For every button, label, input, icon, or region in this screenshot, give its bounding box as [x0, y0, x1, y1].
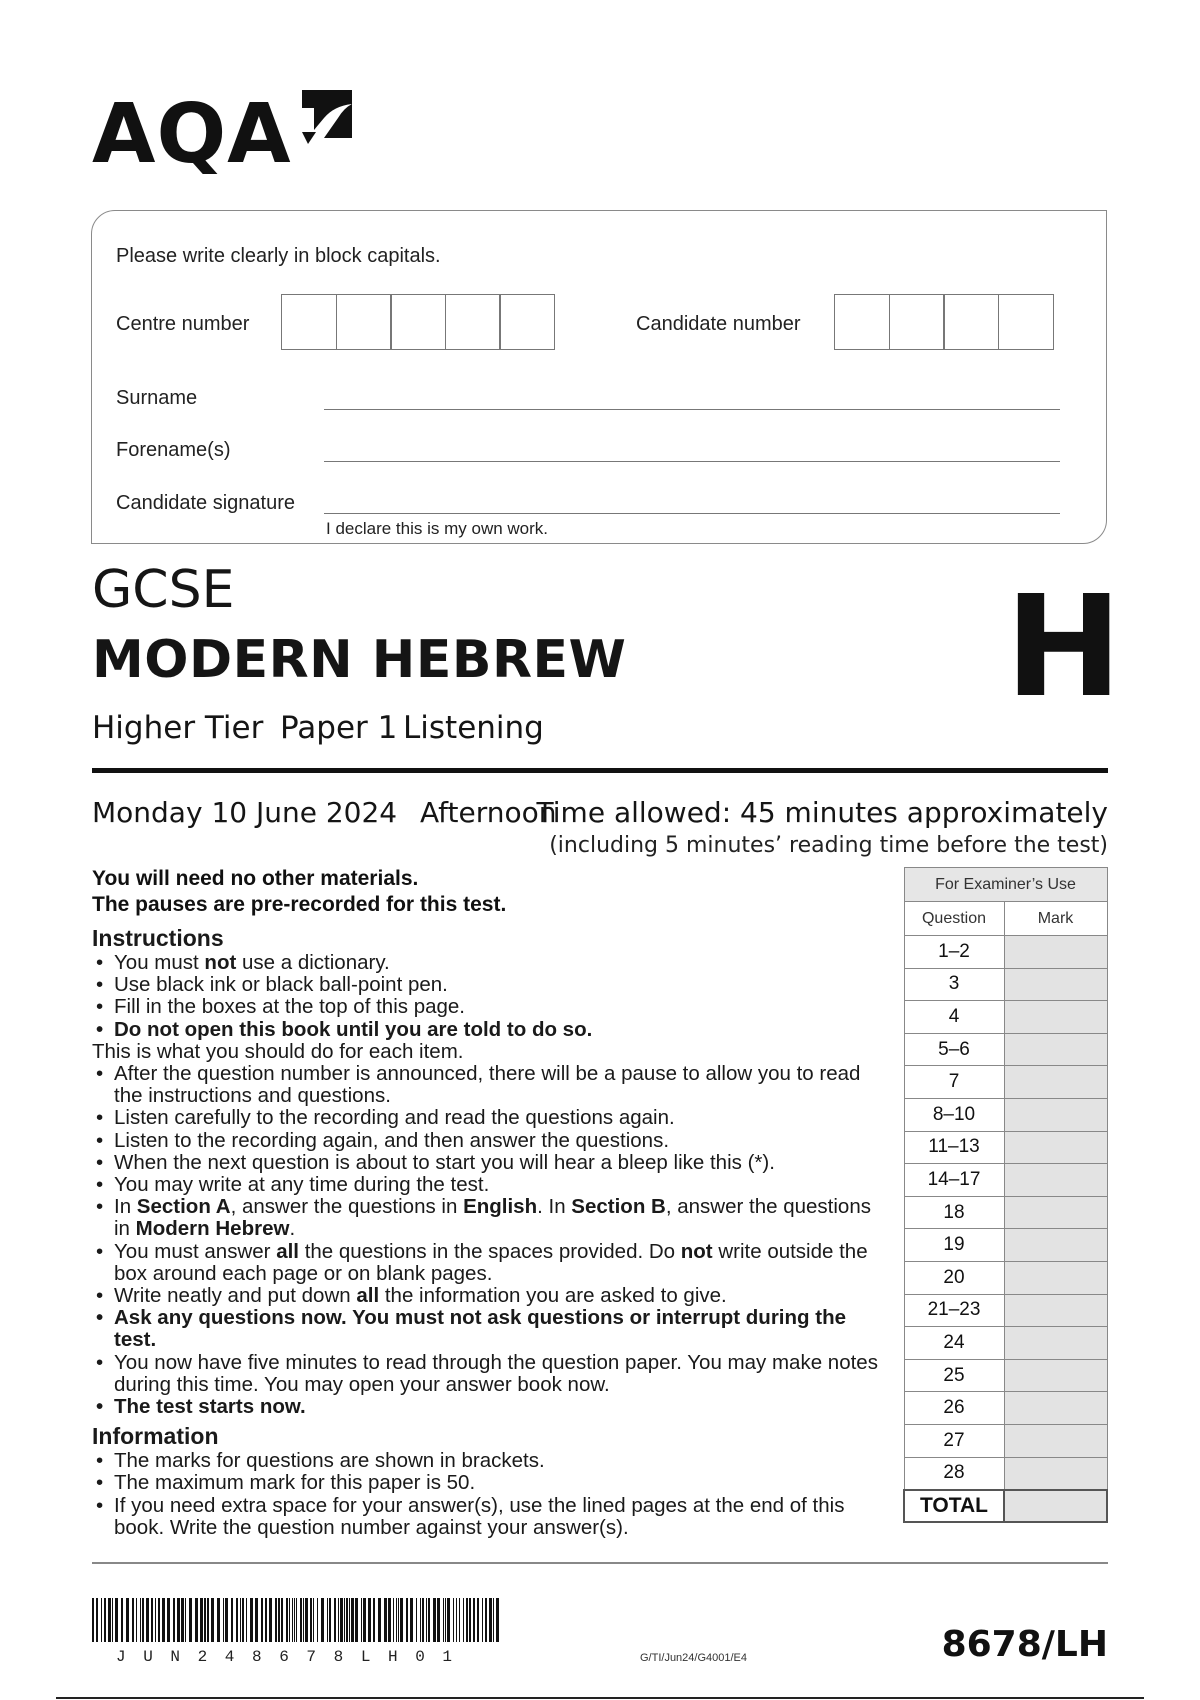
- signature-field[interactable]: [324, 513, 1060, 514]
- table-row: [904, 1131, 1107, 1164]
- table-row: [904, 1164, 1107, 1197]
- signature-label: Candidate signature: [116, 492, 296, 514]
- list-item: • You may write at any time during the test.: [92, 1174, 892, 1196]
- forename-label: Forename(s): [116, 439, 231, 461]
- examiner-rows: [904, 936, 1107, 1490]
- table-row: [904, 1196, 1107, 1229]
- instructions-list: [92, 952, 892, 1041]
- mark-cell[interactable]: [1004, 1131, 1107, 1164]
- instructions-heading: Instructions: [92, 925, 224, 951]
- mark-cell[interactable]: [1004, 1392, 1107, 1425]
- materials-note: [92, 866, 506, 918]
- materials-line: You will need no other materials.: [92, 867, 419, 890]
- question-number-cell: 28: [904, 1457, 1004, 1490]
- information-heading: Information: [92, 1423, 219, 1450]
- table-row: [904, 1098, 1107, 1131]
- question-number-cell: 24: [904, 1327, 1004, 1360]
- surname-field[interactable]: [324, 409, 1060, 410]
- mark-cell[interactable]: [1004, 968, 1107, 1001]
- qualification-title: GCSE: [92, 560, 235, 620]
- table-row: [904, 1424, 1107, 1457]
- paper-code: 8678/LH: [941, 1624, 1108, 1665]
- list-item: • Listen to the recording again, and then answer the questions.: [92, 1130, 892, 1152]
- table-row: [904, 1359, 1107, 1392]
- list-item: • You must answer all the questions in the spaces provided. Do not write outside the box around each page or on blank pages.: [92, 1241, 892, 1285]
- candidate-number-digit-box[interactable]: [943, 294, 999, 350]
- mark-cell[interactable]: [1004, 1261, 1107, 1294]
- time-allowed: Time allowed: 45 minutes approximately: [536, 796, 1108, 829]
- candidate-number-label: Candidate number: [636, 313, 801, 335]
- table-row: [904, 1001, 1107, 1034]
- table-row: [904, 1261, 1107, 1294]
- question-number-cell: 1–2: [904, 936, 1004, 969]
- footer-divider: [92, 1562, 1108, 1564]
- mark-cell[interactable]: [1004, 1164, 1107, 1197]
- candidate-number-digit-box[interactable]: [889, 294, 945, 350]
- table-row: [904, 1066, 1107, 1099]
- centre-number-digit-box[interactable]: [390, 294, 446, 350]
- page-bottom-rule: [56, 1697, 1144, 1699]
- centre-number-digit-box[interactable]: [445, 294, 501, 350]
- mark-column-header: Mark: [1004, 902, 1107, 936]
- mark-cell[interactable]: [1004, 1294, 1107, 1327]
- question-number-cell: 25: [904, 1359, 1004, 1392]
- table-row: [904, 1229, 1107, 1262]
- question-number-cell: 4: [904, 1001, 1004, 1034]
- table-row: [904, 1033, 1107, 1066]
- total-label: TOTAL: [904, 1490, 1004, 1523]
- list-item: • You must not use a dictionary.: [92, 952, 892, 974]
- exam-date: Monday 10 June 2024: [92, 796, 398, 829]
- candidate-number-digit-box[interactable]: [998, 294, 1054, 350]
- question-number-cell: 26: [904, 1392, 1004, 1425]
- table-row: [904, 968, 1107, 1001]
- question-number-cell: 21–23: [904, 1294, 1004, 1327]
- candidate-number-digit-box[interactable]: [834, 294, 890, 350]
- table-row: [904, 1457, 1107, 1490]
- forename-field[interactable]: [324, 461, 1060, 462]
- list-item: • Ask any questions now. You must not ask questions or interrupt during the test.: [92, 1307, 892, 1351]
- question-number-cell: 18: [904, 1196, 1004, 1229]
- list-item: • When the next question is about to start you will hear a bleep like this (*).: [92, 1152, 892, 1174]
- procedure-list: [92, 1063, 892, 1418]
- document-reference: G/TI/Jun24/G4001/E4: [640, 1652, 748, 1664]
- subject-title: MODERN HEBREW: [92, 630, 627, 690]
- mark-cell[interactable]: [1004, 1066, 1107, 1099]
- total-mark-cell[interactable]: [1004, 1490, 1107, 1523]
- aqa-logo-mark-icon: [294, 88, 354, 146]
- list-item: • Write neatly and put down all the information you are asked to give.: [92, 1285, 892, 1307]
- mark-cell[interactable]: [1004, 936, 1107, 969]
- list-item: • In Section A, answer the questions in English. In Section B, answer the questions in Modern Hebrew.: [92, 1196, 892, 1240]
- list-item: • After the question number is announced, there will be a pause to allow you to read the instructions and questions.: [92, 1063, 892, 1107]
- question-number-cell: 19: [904, 1229, 1004, 1262]
- mark-cell[interactable]: [1004, 1001, 1107, 1034]
- mark-cell[interactable]: [1004, 1359, 1107, 1392]
- block-capitals-instruction: Please write clearly in block capitals.: [116, 245, 441, 267]
- question-number-cell: 8–10: [904, 1098, 1004, 1131]
- logo-text: AQA: [92, 87, 292, 182]
- mark-cell[interactable]: [1004, 1327, 1107, 1360]
- examiners-use-table: [903, 867, 1108, 1523]
- candidate-details-box: [91, 210, 1107, 544]
- barcode-text: JUN248678LH01: [116, 1648, 470, 1666]
- aqa-logo: [92, 88, 352, 188]
- centre-number-boxes[interactable]: [281, 294, 555, 352]
- tier-letter: H: [1005, 566, 1123, 729]
- examiners-use-title: For Examiner’s Use: [904, 868, 1107, 902]
- mark-cell[interactable]: [1004, 1457, 1107, 1490]
- paper-label: Paper 1: [280, 710, 398, 746]
- materials-line: The pauses are pre-recorded for this test.: [92, 893, 507, 916]
- component-label: Listening: [403, 710, 544, 746]
- table-row: [904, 936, 1107, 969]
- centre-number-digit-box[interactable]: [499, 294, 555, 350]
- candidate-number-boxes[interactable]: [834, 294, 1054, 352]
- surname-label: Surname: [116, 387, 198, 409]
- question-number-cell: 14–17: [904, 1164, 1004, 1197]
- list-item: • You now have five minutes to read through the question paper. You may make notes during this time. You may open your answer book now.: [92, 1352, 892, 1396]
- centre-number-digit-box[interactable]: [336, 294, 392, 350]
- exam-session: Afternoon: [420, 796, 557, 829]
- question-number-cell: 27: [904, 1424, 1004, 1457]
- list-item: • Listen carefully to the recording and read the questions again.: [92, 1107, 892, 1129]
- list-item: • The maximum mark for this paper is 50.: [92, 1472, 892, 1494]
- mark-cell[interactable]: [1004, 1196, 1107, 1229]
- title-divider: [92, 768, 1108, 773]
- table-row: [904, 1392, 1107, 1425]
- question-number-cell: 20: [904, 1261, 1004, 1294]
- mark-cell[interactable]: [1004, 1098, 1107, 1131]
- list-item: • Fill in the boxes at the top of this page.: [92, 996, 892, 1018]
- list-item: • If you need extra space for your answer(s), use the lined pages at the end of this book. Write the question number against your answer(s).: [92, 1495, 892, 1539]
- list-item: • The test starts now.: [92, 1396, 892, 1418]
- centre-number-digit-box[interactable]: [281, 294, 337, 350]
- list-item: • Use black ink or black ball-point pen.: [92, 974, 892, 996]
- question-number-cell: 7: [904, 1066, 1004, 1099]
- information-list: [92, 1450, 892, 1539]
- centre-number-label: Centre number: [116, 313, 250, 335]
- question-number-cell: 3: [904, 968, 1004, 1001]
- mark-cell[interactable]: [1004, 1229, 1107, 1262]
- mark-cell[interactable]: [1004, 1424, 1107, 1457]
- time-note: (including 5 minutes’ reading time before the test): [549, 833, 1108, 858]
- mark-cell[interactable]: [1004, 1033, 1107, 1066]
- question-number-cell: 11–13: [904, 1131, 1004, 1164]
- table-row: [904, 1327, 1107, 1360]
- question-column-header: Question: [904, 902, 1004, 936]
- declaration-text: I declare this is my own work.: [326, 519, 549, 538]
- table-row: [904, 1294, 1107, 1327]
- instructions-section: [92, 924, 892, 1539]
- list-item: • Do not open this book until you are told to do so.: [92, 1019, 892, 1041]
- instructions-lead: This is what you should do for each item.: [92, 1039, 464, 1063]
- list-item: • The marks for questions are shown in brackets.: [92, 1450, 892, 1472]
- question-number-cell: 5–6: [904, 1033, 1004, 1066]
- tier-label: Higher Tier: [92, 710, 264, 746]
